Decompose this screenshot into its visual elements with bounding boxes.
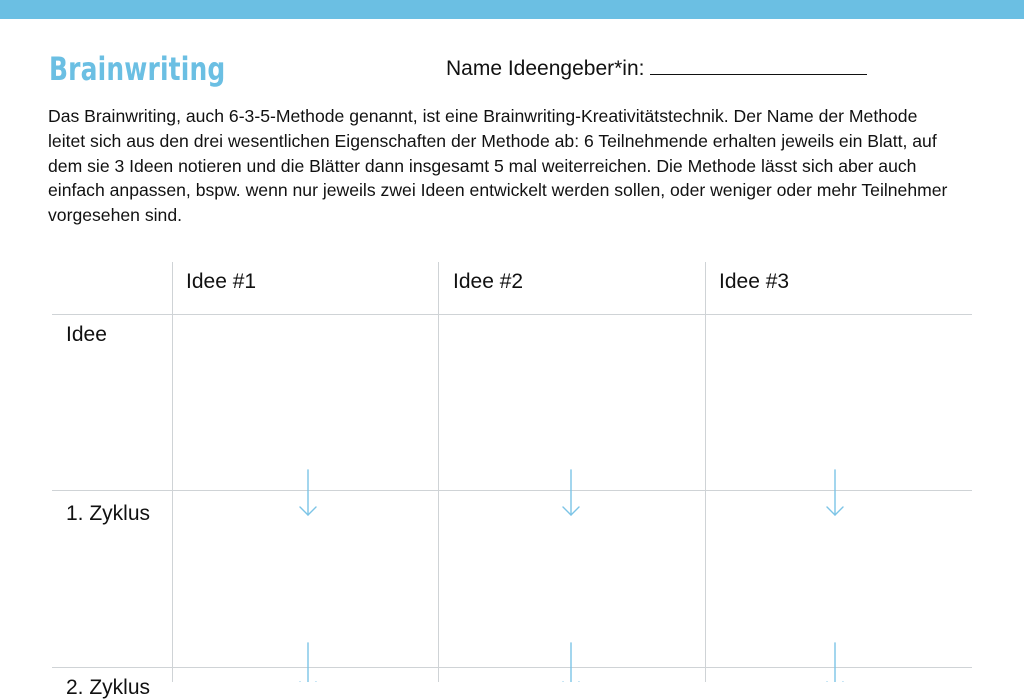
- intro-paragraph: Das Brainwriting, auch 6-3-5-Methode genannt, ist eine Brainwriting-Kreativitätstechnik. Der Name der Methode leitet sich aus den drei wesentlichen Eigenschaften der Methode ab: 6 Teilnehmende erhalten jeweils ein Blatt, auf dem sie 3 Ideen notieren und die Blätter dann insgesamt 5 mal weiterreichen. Die Methode lässt sich aber auch einfach anpassen, bspw. wenn nur jeweils zwei Ideen entwickelt werden sollen, oder weniger oder mehr Teilnehmer vorgesehen sind.: [48, 106, 948, 226]
- arrow-down-icon: [827, 643, 843, 682]
- arrow-down-icon: [827, 470, 843, 515]
- arrow-down-icon: [300, 643, 316, 682]
- column-header-idee-3: Idee #3: [719, 270, 790, 293]
- row-label-zyklus-1: 1. Zyklus: [66, 502, 151, 525]
- column-header-idee-2: Idee #2: [453, 270, 524, 293]
- row-label-idee: Idee: [66, 323, 107, 346]
- arrow-down-icon: [300, 470, 316, 515]
- name-label: Name Ideengeber*in:: [446, 57, 645, 80]
- column-header-idee-1: Idee #1: [186, 270, 257, 293]
- row-label-zyklus-2: 2. Zyklus: [66, 676, 151, 699]
- page-title: Brainwriting: [49, 50, 226, 88]
- arrow-down-icon: [563, 643, 579, 682]
- arrow-down-icon: [563, 470, 579, 515]
